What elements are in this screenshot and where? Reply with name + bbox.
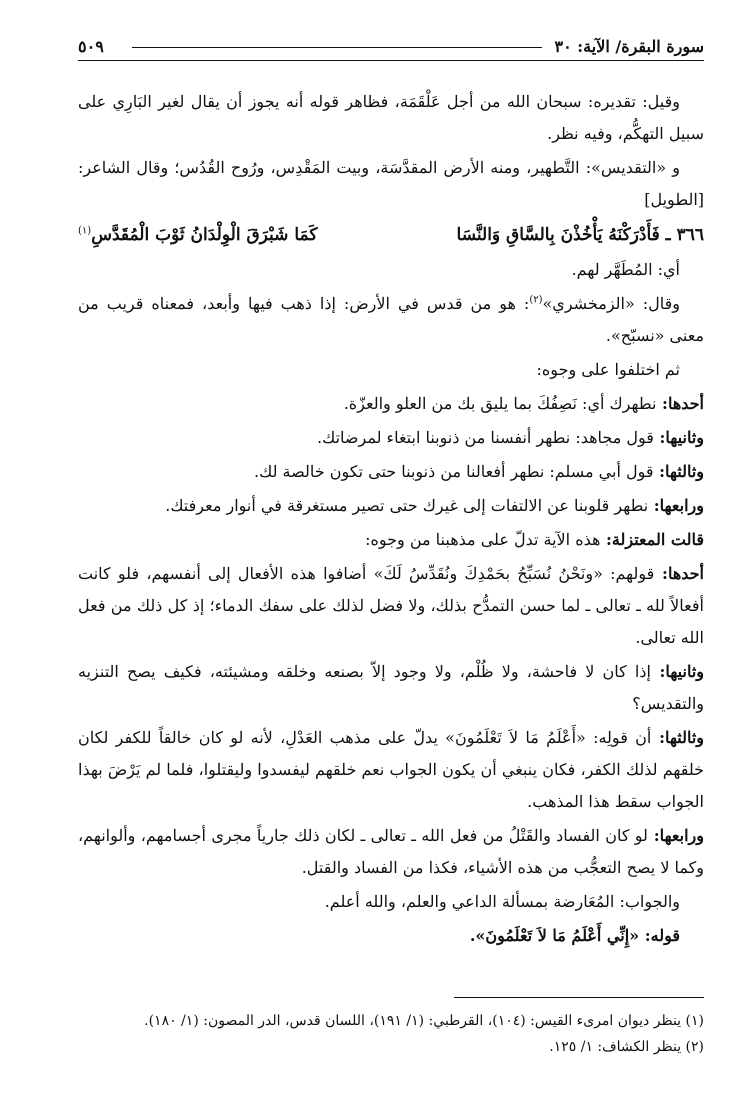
paragraph-text: قول أبي مسلم: نطهر أفعالنا من ذنوبنا حتى تكون خالصة لك. <box>254 462 654 481</box>
paragraph-text: أي: المُطَهَّر لهم. <box>571 260 680 279</box>
header-rule <box>78 60 704 61</box>
paragraph <box>78 152 704 216</box>
paragraph-label: أحدها: <box>654 564 704 583</box>
verse-first-hemistich: ٣٦٦ ـ فَأَدْرَكْنَهُ يَأْخُذْنَ بِالسَّاقِ وَالنَّسَا <box>456 225 704 245</box>
paragraph <box>78 354 704 386</box>
poetry-verse <box>78 218 704 252</box>
paragraphs-after-verse <box>78 254 704 952</box>
paragraph <box>78 558 704 654</box>
paragraph <box>78 656 704 720</box>
paragraph <box>78 490 704 522</box>
paragraph-text: و «التقديس»: التَّطهير، ومنه الأرض المقدَّسَة، وبيت المَقْدِس، ورُوح القُدُس؛ وقال الشاعر: [الطويل] <box>78 158 704 209</box>
paragraph <box>78 524 704 556</box>
footnote-1: (١) ينظر ديوان امرىء القيس: (١٠٤)، القرطبي: (١/ ١٩١)، اللسان قدس، الدر المصون: (١/ ١٨٠). <box>144 1013 704 1029</box>
paragraph <box>78 920 704 952</box>
paragraph-label: وثانيها: <box>650 662 705 681</box>
paragraph-text: والجواب: المُعَارضة بمسألة الداعي والعلم، والله أعلم. <box>324 892 680 911</box>
page-number: ٥٠٩ <box>78 37 104 56</box>
paragraph <box>78 388 704 420</box>
paragraph-label: ورابعها: <box>648 496 704 515</box>
footnotes <box>78 1008 704 1060</box>
paragraph <box>78 254 704 286</box>
paragraph-text: لو كان الفساد والقَتْلُ من فعل الله ـ تعالى ـ لكان ذلك جارياً مجرى أجسامهم، وألوانهم، وكما لا يصح التعجُّب من هذه الأشياء، فكذا من الفساد والقتل. <box>78 826 704 877</box>
paragraph-text: إذا كان لا فاحشة، ولا ظُلْم، ولا وجود إلاّ بصنعه وخلقه ومشيئته، فكيف يصح التنزيه والتقديس؟ <box>78 662 704 713</box>
paragraph-label: قوله: «إِنِّي أَعْلَمُ مَا لاَ تَعْلَمُونَ». <box>469 926 680 945</box>
paragraph-text: ثم اختلفوا على وجوه: <box>536 360 680 379</box>
footnote-2: (٢) ينظر الكشاف: ١/ ١٢٥. <box>549 1039 704 1055</box>
header-surah-ayah: سورة البقرة/ الآية: ٣٠ <box>554 37 704 56</box>
paragraph <box>78 820 704 884</box>
page-body <box>78 86 704 954</box>
paragraph-label: وثالثها: <box>651 728 705 747</box>
verse-second-hemistich: كَمَا شَبْرَقَ الْوِلْدَانُ ثَوْبَ الْمُقَدَّسِ$^{(١)}$ <box>78 225 318 245</box>
paragraph-text: أن قولِه: «أَعْلَمُ مَا لاَ تَعْلَمُونَ» يدلّ على مذهب العَدْلِ، لأنه لو كان خالقاً للكفر لكان خلقهم لذلك الكفر، فكان ينبغي أن يكون الجواب نعم خلقهم ليفسدوا وليقتلوا، فلما لم يَرْضَ بهذا الجواب سقط هذا المذهب. <box>78 728 705 811</box>
paragraph-text: نطهر قلوبنا عن الالتفات إلى غيرك حتى تصير مستغرقة في أنوار معرفتك. <box>165 496 649 515</box>
paragraph <box>78 86 704 150</box>
paragraph-text: نطهرك أي: نَصِفُكَ بما يليق بك من العلو والعزّة. <box>343 394 657 413</box>
paragraph-label: أحدها: <box>656 394 704 413</box>
paragraph <box>78 722 704 818</box>
paragraph-text: وقيل: تقديره: سبحان الله من أجل عَلْقَمَة، فظاهر قوله أنه يجوز أن يقال لغير البَارِي على سبيل التهكُّم، وفيه نظر. <box>78 92 704 143</box>
paragraph <box>78 456 704 488</box>
paragraph-label: وثالثها: <box>653 462 704 481</box>
footnote-rule <box>454 997 704 998</box>
paragraph-label: قالت المعتزلة: <box>600 530 704 549</box>
header-dash-line <box>132 47 542 48</box>
paragraph-label: وثانيها: <box>653 428 704 447</box>
paragraph-text: هذه الآية تدلّ على مذهبنا من وجوه: <box>365 530 601 549</box>
paragraph-text: قول مجاهد: نطهر أنفسنا من ذنوبنا ابتغاء لمرضاتك. <box>317 428 654 447</box>
paragraph <box>78 886 704 918</box>
page-header <box>78 30 704 56</box>
paragraph <box>78 288 704 352</box>
paragraph-text: وقال: «الزمخشري» <box>542 294 681 313</box>
verse-footnote-marker: (١) <box>78 225 92 237</box>
paragraph-text: : هو من قدس في الأرض: إذا ذهب فيها وأبعد، فمعناه قريب من معنى «نسبّح». <box>78 294 704 345</box>
footnote-marker: (٢) <box>529 294 543 306</box>
paragraph-text: قولهم: «ونَحْنُ نُسَبِّحُ بحَمْدِكَ ونُقَدِّسُ لَكَ» أضافوا هذه الأفعال إلى أنفسهم، فلو كانت أفعالاً لله ـ تعالى ـ لما حسن التمدُّح بذلك، ولا فضل لذلك على سفك الدماء؛ إذ كل ذلك من فعل الله تعالى. <box>78 564 704 647</box>
paragraph <box>78 422 704 454</box>
paragraph-label: ورابعها: <box>647 826 704 845</box>
paragraphs-before-verse <box>78 86 704 216</box>
